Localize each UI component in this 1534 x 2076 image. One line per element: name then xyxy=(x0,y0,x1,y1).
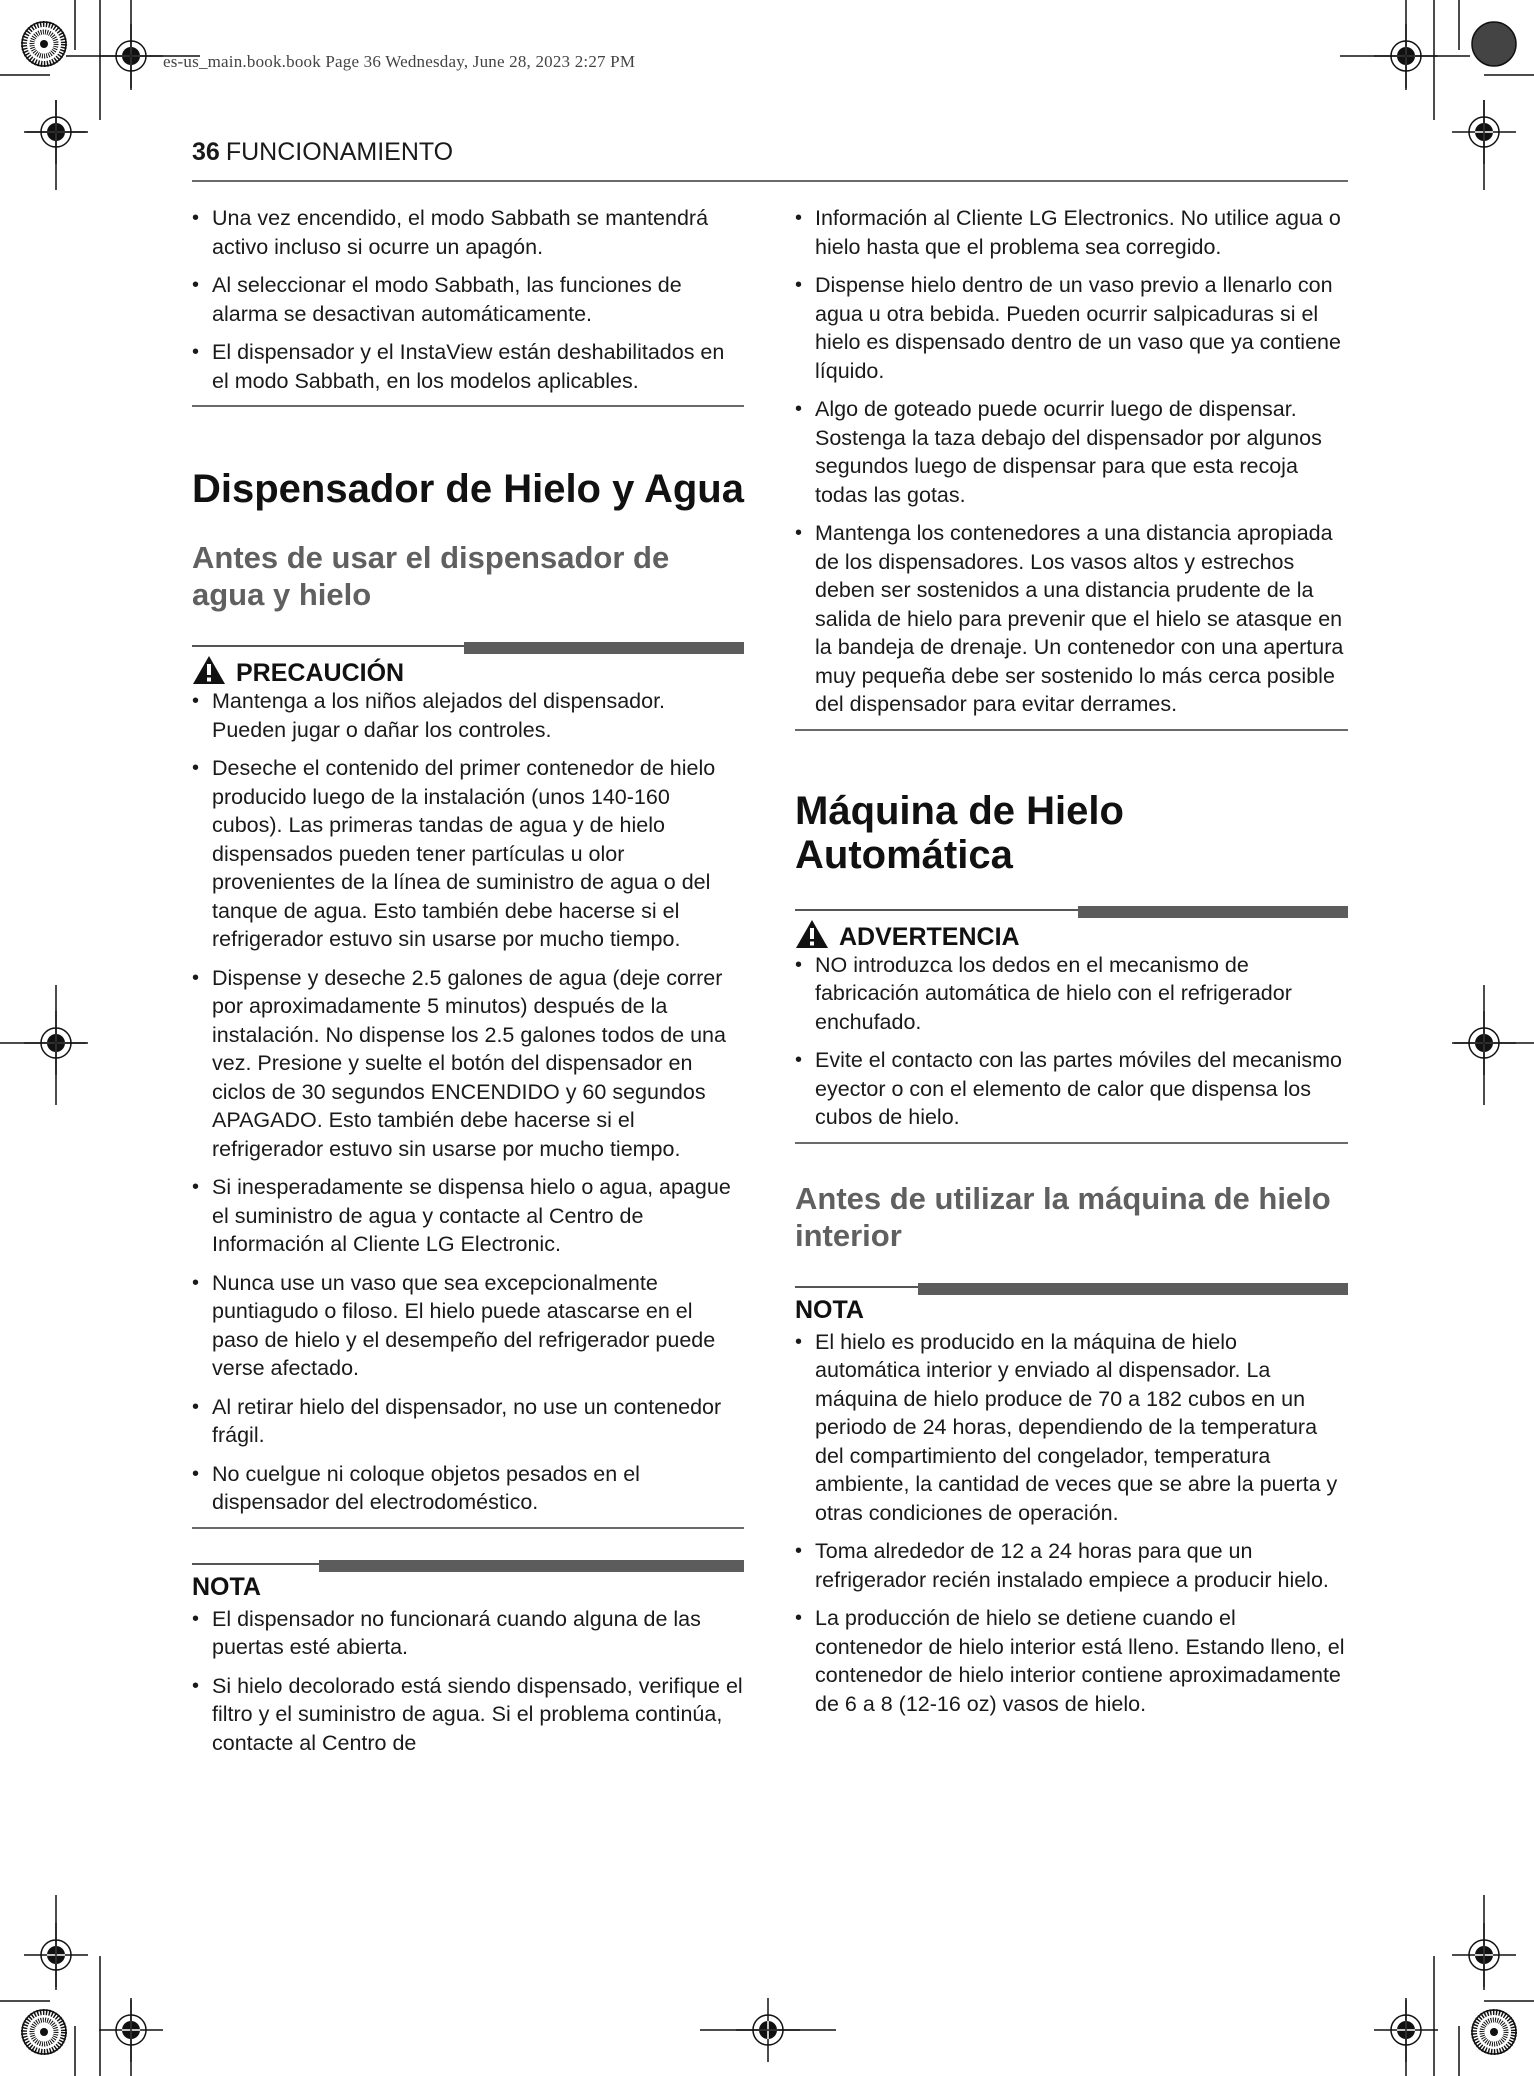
corner-target-icon xyxy=(1472,22,1516,66)
list-item: • Una vez encendido, el modo Sabbath se mantendrá activo incluso si ocurre un apagón. xyxy=(192,204,744,261)
printer-slug-line: es-us_main.book.book Page 36 Wednesday, June 28, 2023 2:27 PM xyxy=(163,52,636,71)
warning-bullet-list xyxy=(795,951,1348,1132)
list-item: • El hielo es producido en la máquina de hielo automática interior y enviado al dispensador. La máquina de hielo produce de 70 a 182 cubos en un periodo de 24 horas, dependiendo de la temperatura del compartimiento del congelador, temperatura ambiente, la cantidad de veces que se abre la puerta y otras condiciones de operación. xyxy=(795,1328,1348,1528)
list-item: • Si inesperadamente se dispensa hielo o agua, apague el suministro de agua y contacte al Centro de Información al Cliente LG Electronic. xyxy=(192,1173,744,1259)
warning-end-divider xyxy=(795,1142,1348,1144)
note-label: NOTA xyxy=(192,1572,261,1601)
list-item: • Información al Cliente LG Electronics. No utilice agua o hielo hasta que el problema sea corregido. xyxy=(795,204,1348,261)
left-column xyxy=(192,200,744,1767)
note-label: NOTA xyxy=(795,1295,864,1324)
corner-target-icon xyxy=(1472,2010,1516,2054)
note-continued-bullet-list xyxy=(795,204,1348,719)
section-header-title: FUNCIONAMIENTO xyxy=(225,138,454,166)
list-item: • No cuelgue ni coloque objetos pesados en el dispensador del electrodoméstico. xyxy=(192,1460,744,1517)
warning-header xyxy=(795,909,1348,949)
section-title: Máquina de Hielo Automática xyxy=(795,788,1124,877)
subsection-title: Antes de usar el dispensador de agua y hielo xyxy=(192,540,670,612)
corner-target-icon xyxy=(22,22,66,66)
note-header xyxy=(795,1286,1348,1326)
warning-triangle-icon xyxy=(192,655,226,685)
list-item: • El dispensador y el InstaView están deshabilitados en el modo Sabbath, en los modelos aplicables. xyxy=(192,338,744,395)
list-item: • Dispense hielo dentro de un vaso previo a llenarlo con agua u otra bebida. Pueden ocurrir salpicaduras si el hielo es dispensado dentro de un vaso que ya contiene líquido. xyxy=(795,271,1348,385)
note-bullet-list xyxy=(795,1328,1348,1719)
corner-target-icon xyxy=(22,2010,66,2054)
caution-header xyxy=(192,645,744,685)
page-header xyxy=(192,138,1348,167)
caution-label: PRECAUCIÓN xyxy=(236,659,405,687)
list-item: • Evite el contacto con las partes móviles del mecanismo eyector o con el elemento de calor que dispensa los cubos de hielo. xyxy=(795,1046,1348,1132)
list-item: • La producción de hielo se detiene cuando el contenedor de hielo interior está lleno. Estando lleno, el contenedor de hielo interior contiene aproximadamente de 6 a 8 (12-16 oz) vasos de hielo. xyxy=(795,1604,1348,1718)
list-item: • Toma alrededor de 12 a 24 horas para que un refrigerador recién instalado empiece a producir hielo. xyxy=(795,1537,1348,1594)
list-item: • Al retirar hielo del dispensador, no use un contenedor frágil. xyxy=(192,1393,744,1450)
right-column xyxy=(795,200,1348,1728)
list-item: • NO introduzca los dedos en el mecanismo de fabricación automática de hielo con el refrigerador enchufado. xyxy=(795,951,1348,1037)
list-item: • Nunca use un vaso que sea excepcionalmente puntiagudo o filoso. El hielo puede atascarse en el paso de hielo y el desempeño del refrigerador puede verse afectado. xyxy=(192,1269,744,1383)
list-item: • El dispensador no funcionará cuando alguna de las puertas esté abierta. xyxy=(192,1605,744,1662)
list-item: • Mantenga los contenedores a una distancia apropiada de los dispensadores. Los vasos altos y estrechos deben ser sostenidos a una distancia prudente de la salida de hielo para prevenir que el hielo se atasque en la bandeja de drenaje. Un contenedor con una apertura muy pequeña debe ser sostenido lo más cerca posible del dispensador para evitar derrames. xyxy=(795,519,1348,719)
note-bullet-list xyxy=(192,1605,744,1758)
warning-label: ADVERTENCIA xyxy=(839,922,1020,951)
list-item: • Al seleccionar el modo Sabbath, las funciones de alarma se desactivan automáticamente. xyxy=(192,271,744,328)
list-item: • Deseche el contenido del primer contenedor de hielo producido luego de la instalación (unos 140-160 cubos). Las primeras tandas de agua y de hielo dispensados pueden tener partículas u olor provenientes de la línea de suministro de agua o del tanque de agua. Esto también debe hacerse si el refrigerador estuvo sin usarse por mucho tiempo. xyxy=(192,754,744,954)
section-divider xyxy=(192,405,744,407)
note-header xyxy=(192,1563,744,1603)
list-item: • Si hielo decolorado está siendo dispensado, verifique el filtro y el suministro de agua. Si el problema continúa, contacte al Centro de xyxy=(192,1672,744,1758)
subsection-title: Antes de utilizar la máquina de hielo interior xyxy=(795,1180,1331,1253)
caution-end-divider xyxy=(192,1527,744,1529)
warning-triangle-icon xyxy=(795,919,829,949)
list-item: • Dispense y deseche 2.5 galones de agua (deje correr por aproximadamente 5 minutos) después de la instalación. No dispense los 2.5 galones todos de una vez. Presione y suelte el botón del dispensador en ciclos de 30 segundos ENCENDIDO y 60 segundos APAGADO. Esto también debe hacerse si el refrigerador estuvo sin usarse por mucho tiempo. xyxy=(192,964,744,1164)
list-item: • Mantenga a los niños alejados del dispensador. Pueden jugar o dañar los controles. xyxy=(192,687,744,744)
section-divider xyxy=(795,729,1348,731)
list-item: • Algo de goteado puede ocurrir luego de dispensar. Sostenga la taza debajo del dispensador por algunos segundos luego de dispensar para que esta recoja todas las gotas. xyxy=(795,395,1348,509)
header-divider xyxy=(192,180,1348,182)
section-title: Dispensador de Hielo y Agua xyxy=(192,467,744,511)
page-number: 36 xyxy=(192,138,220,166)
caution-bullet-list xyxy=(192,687,744,1517)
intro-bullet-list xyxy=(192,204,744,395)
